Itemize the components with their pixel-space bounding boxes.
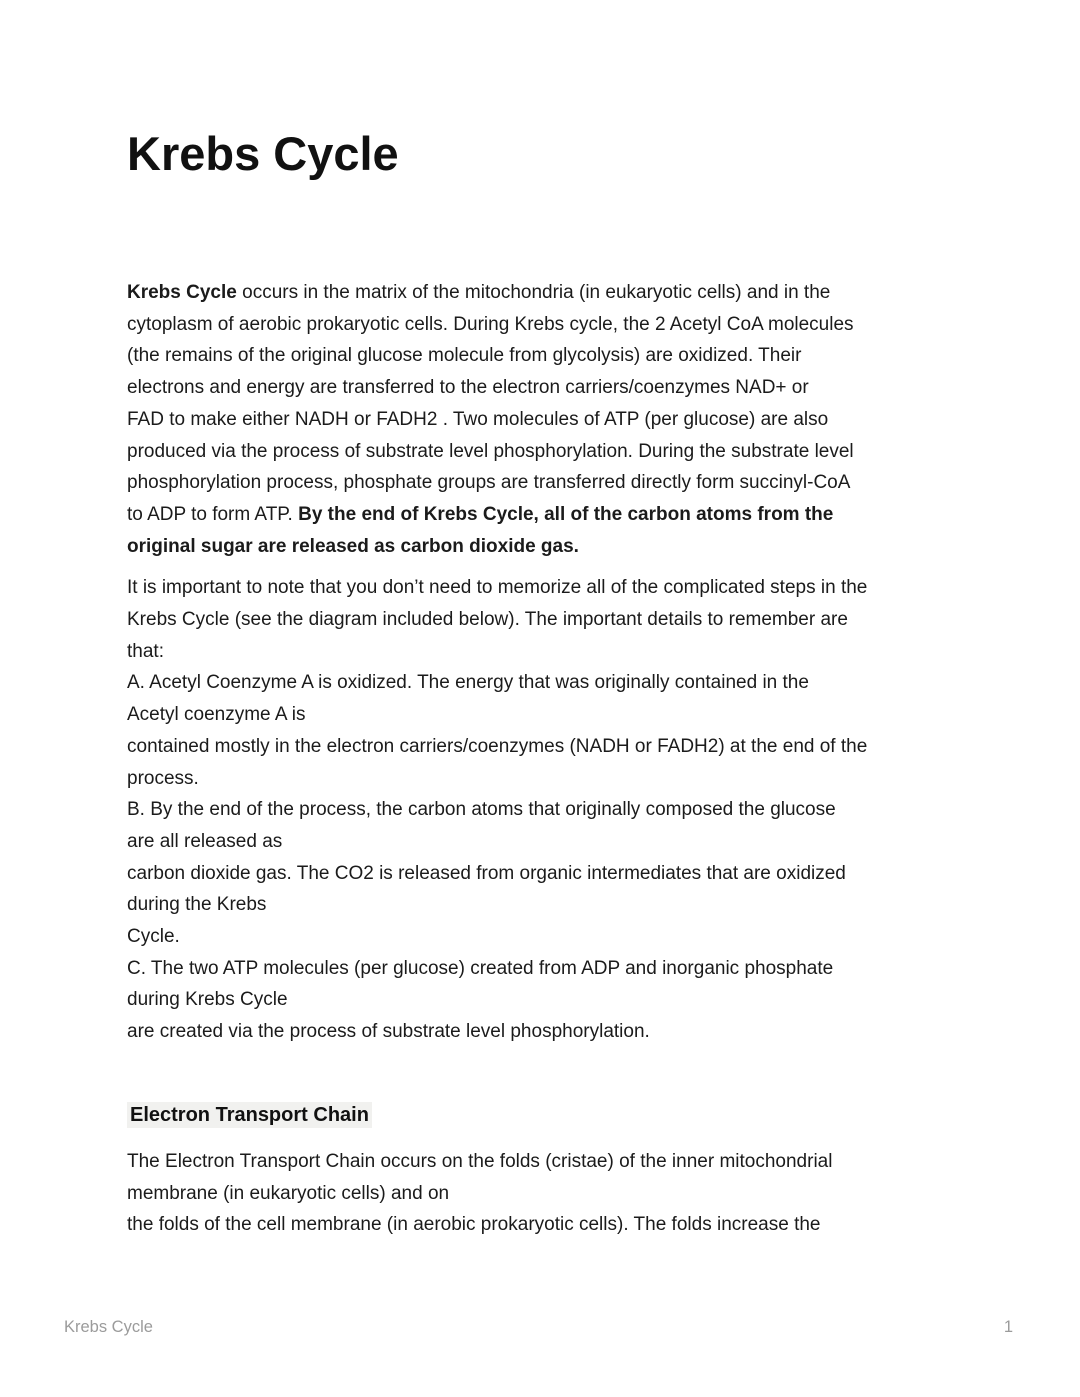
text-line: Acetyl coenzyme A is: [127, 704, 306, 726]
text-line: to ADP to form ATP. By the end of Krebs Cycle, all of the carbon atoms from the: [127, 503, 834, 525]
text-line: Krebs Cycle occurs in the matrix of the mitochondria (in eukaryotic cells) and in the: [127, 282, 831, 303]
text-line: the folds of the cell membrane (in aerobic prokaryotic cells). The folds increase the: [127, 1214, 821, 1236]
document-body: [127, 277, 953, 1241]
paragraph: [127, 572, 953, 1048]
section-heading: [127, 1100, 953, 1130]
text-line: contained mostly in the electron carriers/coenzymes (NADH or FADH2) at the end of the: [127, 735, 868, 757]
text-line: Krebs Cycle (see the diagram included below). The important details to remember are: [127, 609, 848, 631]
text-line: The Electron Transport Chain occurs on the folds (cristae) of the inner mitochondrial: [127, 1150, 833, 1172]
heading-highlight: Electron Transport Chain: [127, 1102, 372, 1128]
text-line: original sugar are released as carbon dioxide gas.: [127, 535, 579, 557]
text-line: cytoplasm of aerobic prokaryotic cells. During Krebs cycle, the 2 Acetyl CoA molecules: [127, 313, 854, 335]
page-title: Krebs Cycle: [127, 127, 399, 180]
paragraph: [127, 1146, 953, 1241]
text-line: phosphorylation process, phosphate groups are transferred directly form succinyl-CoA: [127, 472, 851, 494]
text-line: during Krebs Cycle: [127, 989, 288, 1011]
footer-page-number: 1: [1003, 1318, 1013, 1336]
text-line: C. The two ATP molecules (per glucose) created from ADP and inorganic phosphate: [127, 957, 834, 979]
text-line: membrane (in eukaryotic cells) and on: [127, 1182, 450, 1204]
text-line: electrons and energy are transferred to the electron carriers/coenzymes NAD+ or: [127, 377, 809, 399]
text-line: that:: [127, 640, 164, 662]
footer: [64, 1316, 1013, 1338]
text-line: produced via the process of substrate level phosphorylation. During the substrate level: [127, 440, 854, 462]
text-line: carbon dioxide gas. The CO2 is released from organic intermediates that are oxidized: [127, 862, 846, 884]
text-line: It is important to note that you don’t need to memorize all of the complicated steps in the: [127, 577, 868, 599]
text-line: Cycle.: [127, 926, 180, 948]
text-line: are created via the process of substrate level phosphorylation.: [127, 1021, 650, 1043]
text-line: A. Acetyl Coenzyme A is oxidized. The energy that was originally contained in the: [127, 672, 809, 694]
text-line: are all released as: [127, 830, 283, 852]
text-line: (the remains of the original glucose molecule from glycolysis) are oxidized. Their: [127, 345, 802, 367]
footer-doc-title: Krebs Cycle: [64, 1318, 153, 1336]
paragraph: [127, 277, 953, 562]
text-line: B. By the end of the process, the carbon atoms that originally composed the glucose: [127, 799, 836, 821]
text-line: process.: [127, 767, 199, 789]
text-line: during the Krebs: [127, 894, 267, 916]
text-line: FAD to make either NADH or FADH2 . Two molecules of ATP (per glucose) are also: [127, 408, 829, 430]
document-content: [127, 0, 953, 1241]
